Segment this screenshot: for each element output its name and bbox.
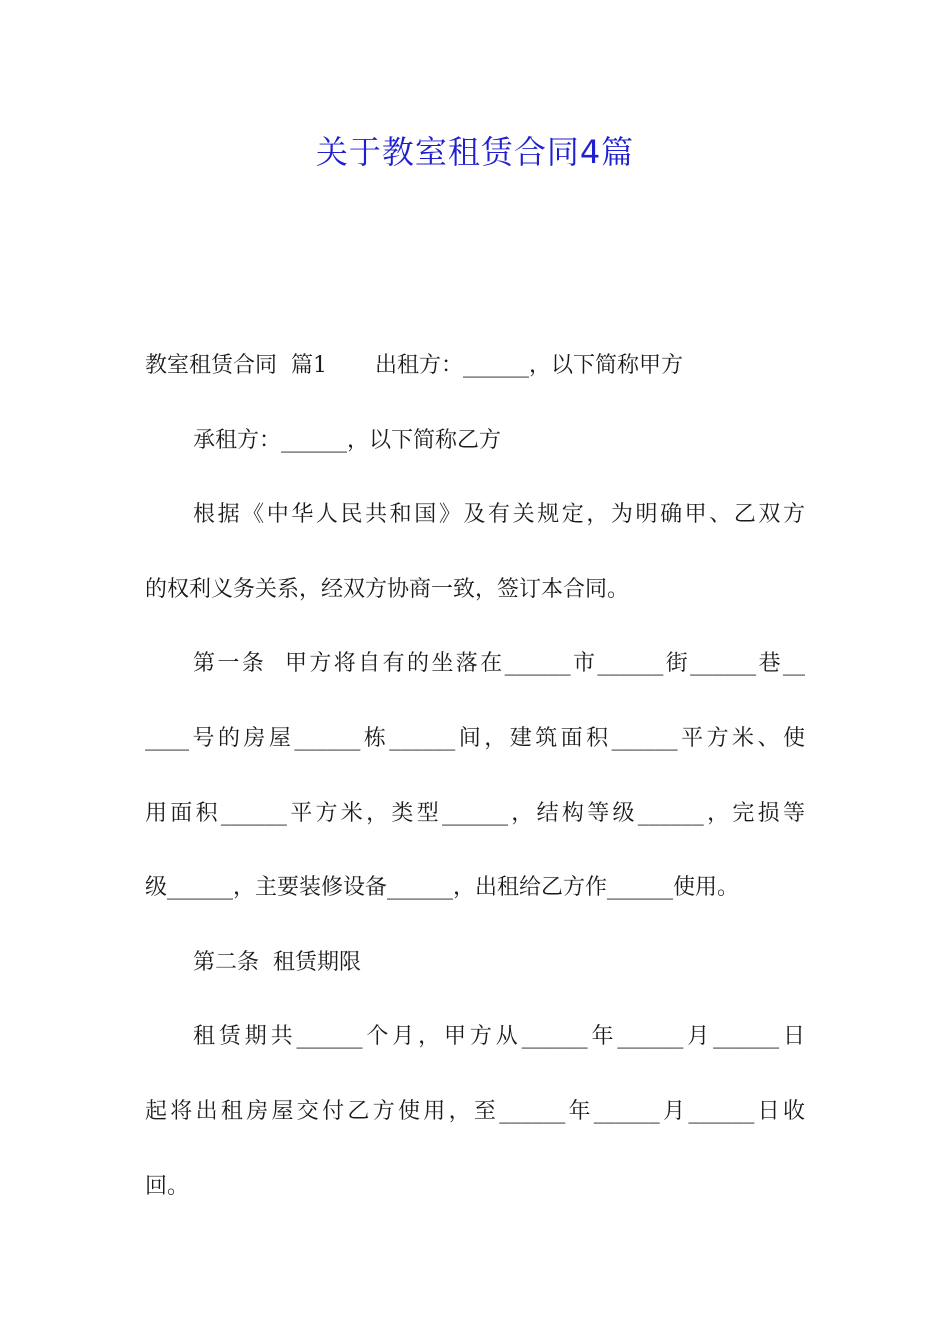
paragraph-line: 根据《中华人民共和国》及有关规定，为明确甲、乙双方 [193,502,805,528]
document-title: 关于教室租赁合同4篇 [315,133,635,171]
paragraph-line: 级______，主要装修设备______，出租给乙方作______使用。 [145,875,740,901]
contract-section-label: 教室租赁合同 篇1 [145,353,327,378]
paragraph-line: 的权利义务关系，经双方协商一致，签订本合同。 [145,576,630,602]
paragraph-line-heading [145,329,805,404]
document-body [145,329,805,1224]
paragraph-line: 租赁期共______个月，甲方从______年______月______日 [193,1024,805,1050]
paragraph-line: 回。 [145,1173,190,1199]
paragraph-line: ____号的房屋______栋______间，建筑面积______平方米、使 [145,725,805,751]
paragraph-line: 起将出租房屋交付乙方使用，至______年______月______日收 [145,1098,805,1124]
paragraph-line: 用面积______平方米，类型______，结构等级______，完损等 [145,800,805,826]
paragraph-line: 第二条 租赁期限 [193,949,361,975]
paragraph-line: 第一条 甲方将自有的坐落在______市______街______巷__ [193,651,805,677]
paragraph-line: 承租方：______，以下简称乙方 [193,427,502,453]
lessor-line: 出租方：______，以下简称甲方 [374,353,683,378]
